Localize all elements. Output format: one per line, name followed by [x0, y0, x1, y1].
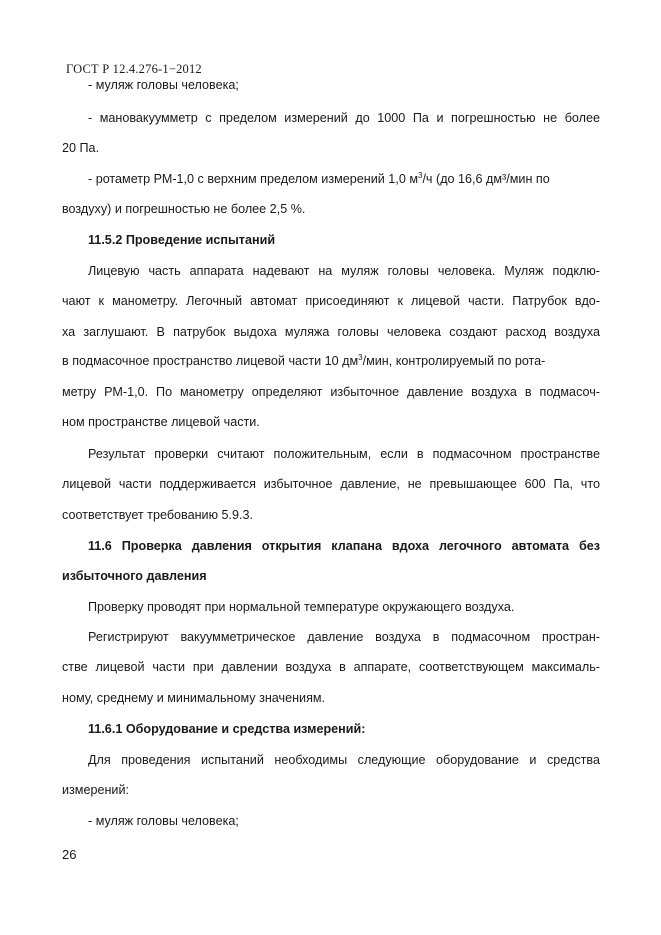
paragraph-line: ному, среднему и минимальному значениям.	[62, 691, 326, 705]
paragraph-line: лицевой части поддерживается избыточное давление, не превышающее 600 Па, что	[62, 477, 600, 491]
paragraph-line: ном пространстве лицевой части.	[62, 415, 260, 429]
paragraph-line: ха заглушают. В патрубок выдоха муляжа головы человека создают расход воздуха	[62, 325, 600, 339]
text-line: воздуху) и погрешностью не более 2,5 %.	[62, 202, 306, 216]
paragraph-line: Результат проверки считают положительным, если в подмасочном пространстве	[88, 447, 600, 461]
paragraph-line: Для проведения испытаний необходимы следующие оборудование и средства	[88, 753, 600, 767]
section-heading: 11.6.1 Оборудование и средства измерений:	[88, 722, 366, 736]
standard-header: ГОСТ Р 12.4.276-1−2012	[66, 62, 202, 76]
section-heading: 11.6 Проверка давления открытия клапана вдоха легочного автомата без	[88, 539, 600, 553]
text-segment	[88, 171, 550, 187]
paragraph-line: Проверку проводят при нормальной температуре окружающего воздуха.	[88, 600, 515, 614]
text-line: 20 Па.	[62, 141, 100, 155]
superscript: 3	[358, 352, 363, 362]
text-run: /мин, контролируемый по рота-	[362, 354, 546, 368]
paragraph-line: Лицевую часть аппарата надевают на муляж головы человека. Муляж подклю-	[88, 264, 600, 278]
paragraph-line: соответствует требованию 5.9.3.	[62, 508, 254, 522]
paragraph-line	[62, 353, 600, 369]
section-heading: 11.5.2 Проведение испытаний	[88, 233, 276, 247]
section-heading: избыточного давления	[62, 569, 207, 583]
paragraph-line: стве лицевой части при давлении воздуха в аппарате, соответствующем максималь-	[62, 660, 600, 674]
text-run: - ротаметр РМ-1,0 с верхним пределом измерений 1,0 м	[88, 172, 418, 186]
list-item	[88, 171, 600, 187]
list-item: - мановакуумметр с пределом измерений до 1000 Па и погрешностью не более	[88, 111, 600, 125]
page-number: 26	[62, 847, 77, 862]
text-run: в подмасочное пространство лицевой части 10 дм	[62, 354, 359, 368]
text-run: /ч (до 16,6 дм³/мин по	[422, 172, 550, 186]
paragraph-line: чают к манометру. Легочный автомат присоединяют к лицевой части. Патрубок вдо-	[62, 294, 600, 308]
superscript: 3	[417, 170, 423, 180]
paragraph-line: измерений:	[62, 783, 130, 797]
text-segment	[62, 353, 545, 369]
list-item: - муляж головы человека;	[88, 78, 239, 92]
paragraph-line: метру РМ-1,0. По манометру определяют избыточное давление воздуха в подмасоч-	[62, 385, 600, 399]
list-item: - муляж головы человека;	[88, 814, 239, 828]
paragraph-line: Регистрируют вакуумметрическое давление воздуха в подмасочном простран-	[88, 630, 600, 644]
